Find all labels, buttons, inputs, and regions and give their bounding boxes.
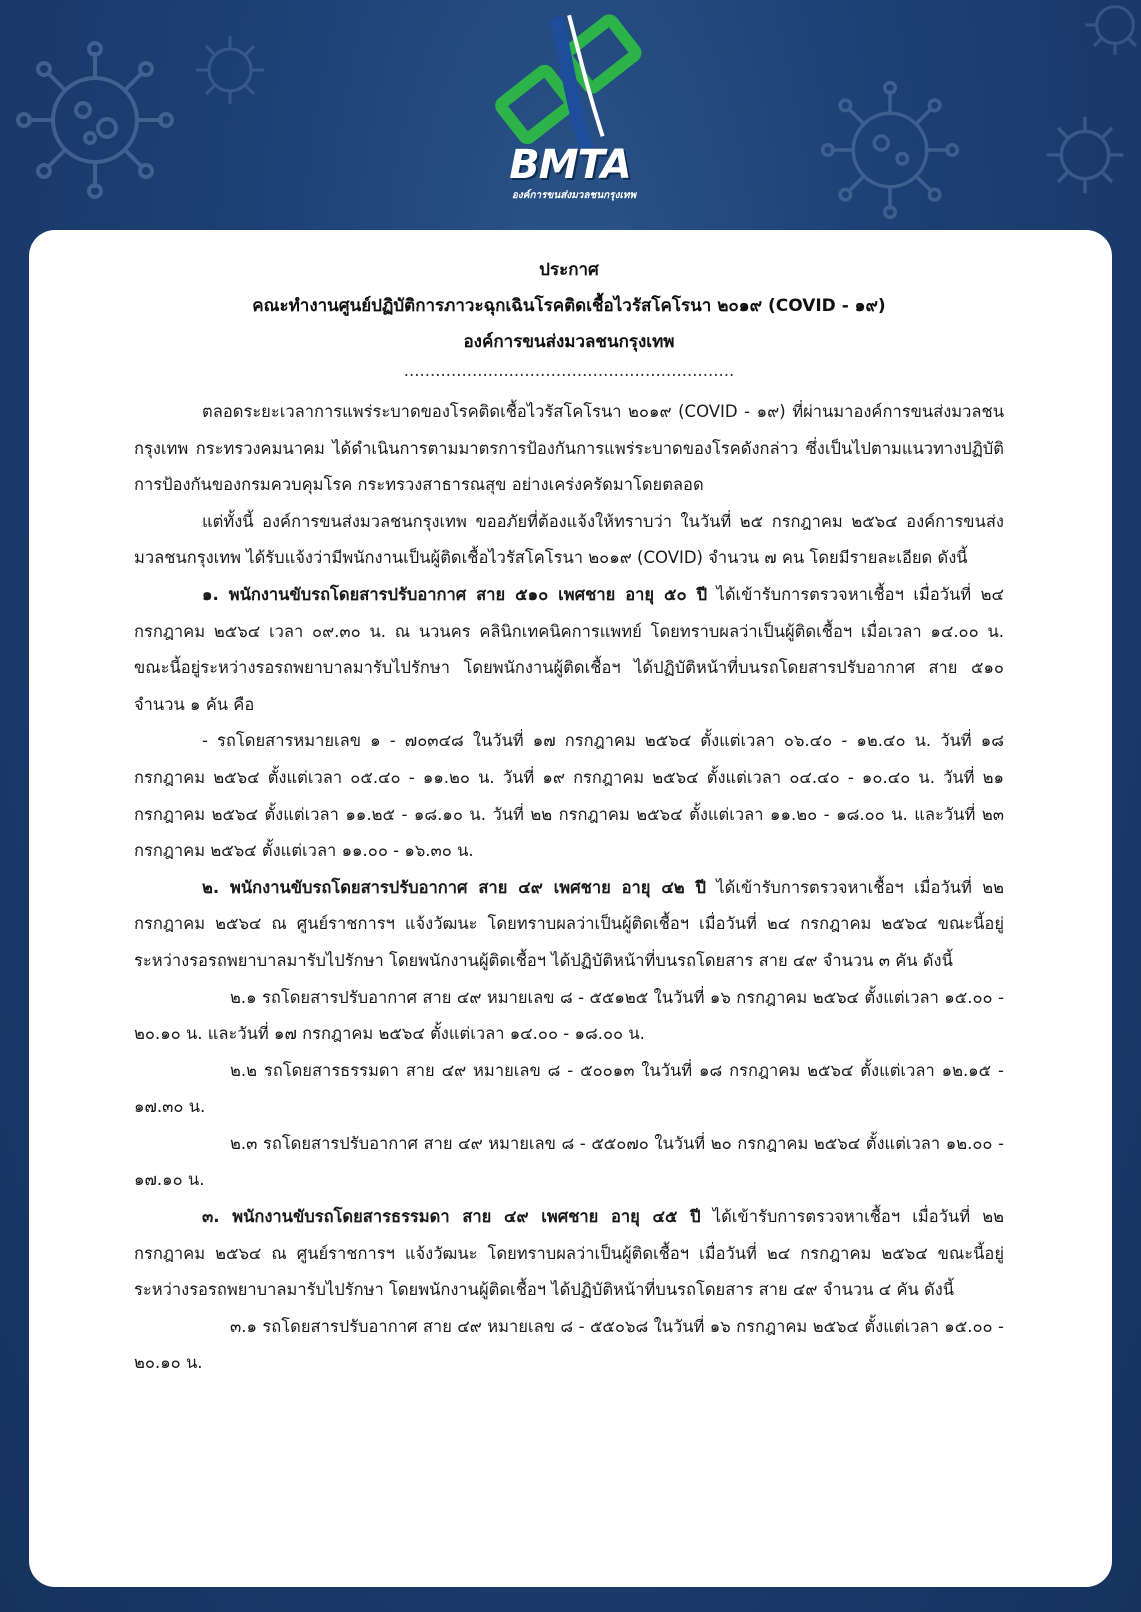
virus-decoration-icon xyxy=(190,30,270,110)
committee-title: คณะทำงานศูนย์ปฏิบัติการภาวะฉุกเฉินโรคติดเชื้อไวรัสโคโรนา ๒๐๑๙ (COVID - ๑๙) xyxy=(252,296,886,316)
logo-subtitle: องค์การขนส่งมวลชนกรุงเทพ xyxy=(511,190,637,201)
announcement-heading: ประกาศ xyxy=(539,260,599,280)
intro-paragraph-1: ตลอดระยะเวลาการแพร่ระบาดของโรคติดเชื้อไวรัสโคโรนา ๒๐๑๙ (COVID - ๑๙) ที่ผ่านมาองค์การขนส่งมวลชนกรุงเทพ กระทรวงคมนาคม ได้ดำเนินการตามมาตรการป้องกันการแพร่ระบาดของโรคดังกล่าว ซึ่งเป็นไปตามแนวทางปฏิบัติการป้องกันของกรมควบคุมโรค กระทรวงสาธารณสุข อย่างเคร่งครัดมาโดยตลอด xyxy=(134,402,1004,495)
logo-wordmark: BMTA xyxy=(509,142,631,188)
case-2-bus-3: ๒.๓ รถโดยสารปรับอากาศ สาย ๔๙ หมายเลข ๘ - ๕๕๐๗๐ ในวันที่ ๒๐ กรกฎาคม ๒๕๖๔ ตั้งแต่เวลา ๑๒.๐๐ - ๑๗.๑๐ น. xyxy=(134,1133,1004,1190)
case-2-paragraph xyxy=(134,870,1004,980)
case-3-text: ได้เข้ารับการตรวจหาเชื้อฯ เมื่อวันที่ ๒๒ กรกฎาคม ๒๕๖๔ ณ ศูนย์ราชการฯ แจ้งวัฒนะ โดยทราบผลว่าเป็นผู้ติดเชื้อฯ เมื่อวันที่ ๒๔ กรกฎาคม ๒๕๖๔ ขณะนี้อยู่ระหว่างรอรถพยาบาลมารับไปรักษา โดยพนักงานผู้ติดเชื้อฯ ได้ปฏิบัติหน้าที่บนรถโดยสาร สาย ๔๙ จำนวน ๔ คัน ดังนี้ xyxy=(134,1207,1005,1300)
case-1-bus: - รถโดยสารหมายเลข ๑ - ๗๐๓๔๘ ในวันที่ ๑๗ กรกฎาคม ๒๕๖๔ ตั้งแต่เวลา ๐๖.๔๐ - ๑๒.๔๐ น. วันที่ ๑๘ กรกฎาคม ๒๕๖๔ ตั้งแต่เวลา ๐๕.๔๐ - ๑๑.๒๐ น. วันที่ ๑๙ กรกฎาคม ๒๕๖๔ ตั้งแต่เวลา ๐๔.๔๐ - ๑๐.๔๐ น. วันที่ ๒๑ กรกฎาคม ๒๕๖๔ ตั้งแต่เวลา ๑๑.๒๕ - ๑๘.๑๐ น. วันที่ ๒๒ กรกฎาคม ๒๕๖๔ ตั้งแต่เวลา ๑๑.๒๐ - ๑๘.๐๐ น. และวันที่ ๒๓ กรกฎาคม ๒๕๖๔ ตั้งแต่เวลา ๑๑.๐๐ - ๑๖.๓๐ น. xyxy=(134,731,1004,861)
case-2-heading: ๒. พนักงานขับรถโดยสารปรับอากาศ สาย ๔๙ เพศชาย อายุ ๔๒ ปี xyxy=(202,877,707,897)
divider: ............................................................... xyxy=(403,361,735,380)
case-2-bus-1: ๒.๑ รถโดยสารปรับอากาศ สาย ๔๙ หมายเลข ๘ - ๕๕๑๒๕ ในวันที่ ๑๖ กรกฎาคม ๒๕๖๔ ตั้งแต่เวลา ๑๕.๐๐ - ๒๐.๑๐ น. และวันที่ ๑๗ กรกฎาคม ๒๕๖๔ ตั้งแต่เวลา ๑๔.๐๐ - ๑๘.๐๐ น. xyxy=(134,987,1004,1044)
case-2-text: ได้เข้ารับการตรวจหาเชื้อฯ เมื่อวันที่ ๒๒ กรกฎาคม ๒๕๖๔ ณ ศูนย์ราชการฯ แจ้งวัฒนะ โดยทราบผลว่าเป็นผู้ติดเชื้อฯ เมื่อวันที่ ๒๔ กรกฎาคม ๒๕๖๔ ขณะนี้อยู่ระหว่างรอรถพยาบาลมารับไปรักษา โดยพนักงานผู้ติดเชื้อฯ ได้ปฏิบัติหน้าที่บนรถโดยสาร สาย ๔๙ จำนวน ๓ คัน ดังนี้ xyxy=(134,877,1004,970)
case-2-bus-2: ๒.๒ รถโดยสารธรรมดา สาย ๔๙ หมายเลข ๘ - ๕๐๐๑๓ ในวันที่ ๑๘ กรกฎาคม ๒๕๖๔ ตั้งแต่เวลา ๑๒.๑๕ - ๑๗.๓๐ น. xyxy=(134,1060,1004,1117)
case-1-text: ได้เข้ารับการตรวจหาเชื้อฯ เมื่อวันที่ ๒๔ กรกฎาคม ๒๕๖๔ เวลา ๐๙.๓๐ น. ณ นวนคร คลินิกเทคนิคการแพทย์ โดยทราบผลว่าเป็นผู้ติดเชื้อฯ เมื่อเวลา ๑๔.๐๐ น. ขณะนี้อยู่ระหว่างรอรถพยาบาลมารับไปรักษา โดยพนักงานผู้ติดเชื้อฯ ได้ปฏิบัติหน้าที่บนรถโดยสารปรับอากาศ สาย ๕๑๐ จำนวน ๑ คัน คือ xyxy=(134,584,1004,714)
virus-decoration-icon xyxy=(1040,110,1130,200)
organization-title: องค์การขนส่งมวลชนกรุงเทพ xyxy=(463,332,675,352)
case-3-heading: ๓. พนักงานขับรถโดยสารธรรมดา สาย ๔๙ เพศชาย อายุ ๔๕ ปี xyxy=(202,1207,701,1227)
announcement-card xyxy=(29,230,1112,1587)
announcement-document xyxy=(134,252,1004,1382)
case-3-bus-1: ๓.๑ รถโดยสารปรับอากาศ สาย ๔๙ หมายเลข ๘ - ๕๕๐๖๘ ในวันที่ ๑๖ กรกฎาคม ๒๕๖๔ ตั้งแต่เวลา ๑๕.๐๐ - ๒๐.๑๐ น. xyxy=(134,1316,1004,1373)
virus-decoration-icon xyxy=(820,80,960,220)
case-1-heading: ๑. พนักงานขับรถโดยสารปรับอากาศ สาย ๕๑๐ เพศชาย อายุ ๕๐ ปี xyxy=(202,584,708,604)
case-1-paragraph xyxy=(134,577,1004,723)
virus-decoration-icon xyxy=(1080,0,1141,60)
case-3-paragraph xyxy=(134,1199,1004,1309)
intro-paragraph-2: แต่ทั้งนี้ องค์การขนส่งมวลชนกรุงเทพ ขออภัยที่ต้องแจ้งให้ทราบว่า ในวันที่ ๒๕ กรกฎาคม ๒๕๖๔ องค์การขนส่งมวลชนกรุงเทพ ได้รับแจ้งว่ามีพนักงานเป็นผู้ติดเชื้อไวรัสโคโรนา ๒๐๑๙ (COVID) จำนวน ๗ คน โดยมีรายละเอียด ดังนี้ xyxy=(134,511,1004,568)
virus-decoration-icon xyxy=(15,40,175,200)
